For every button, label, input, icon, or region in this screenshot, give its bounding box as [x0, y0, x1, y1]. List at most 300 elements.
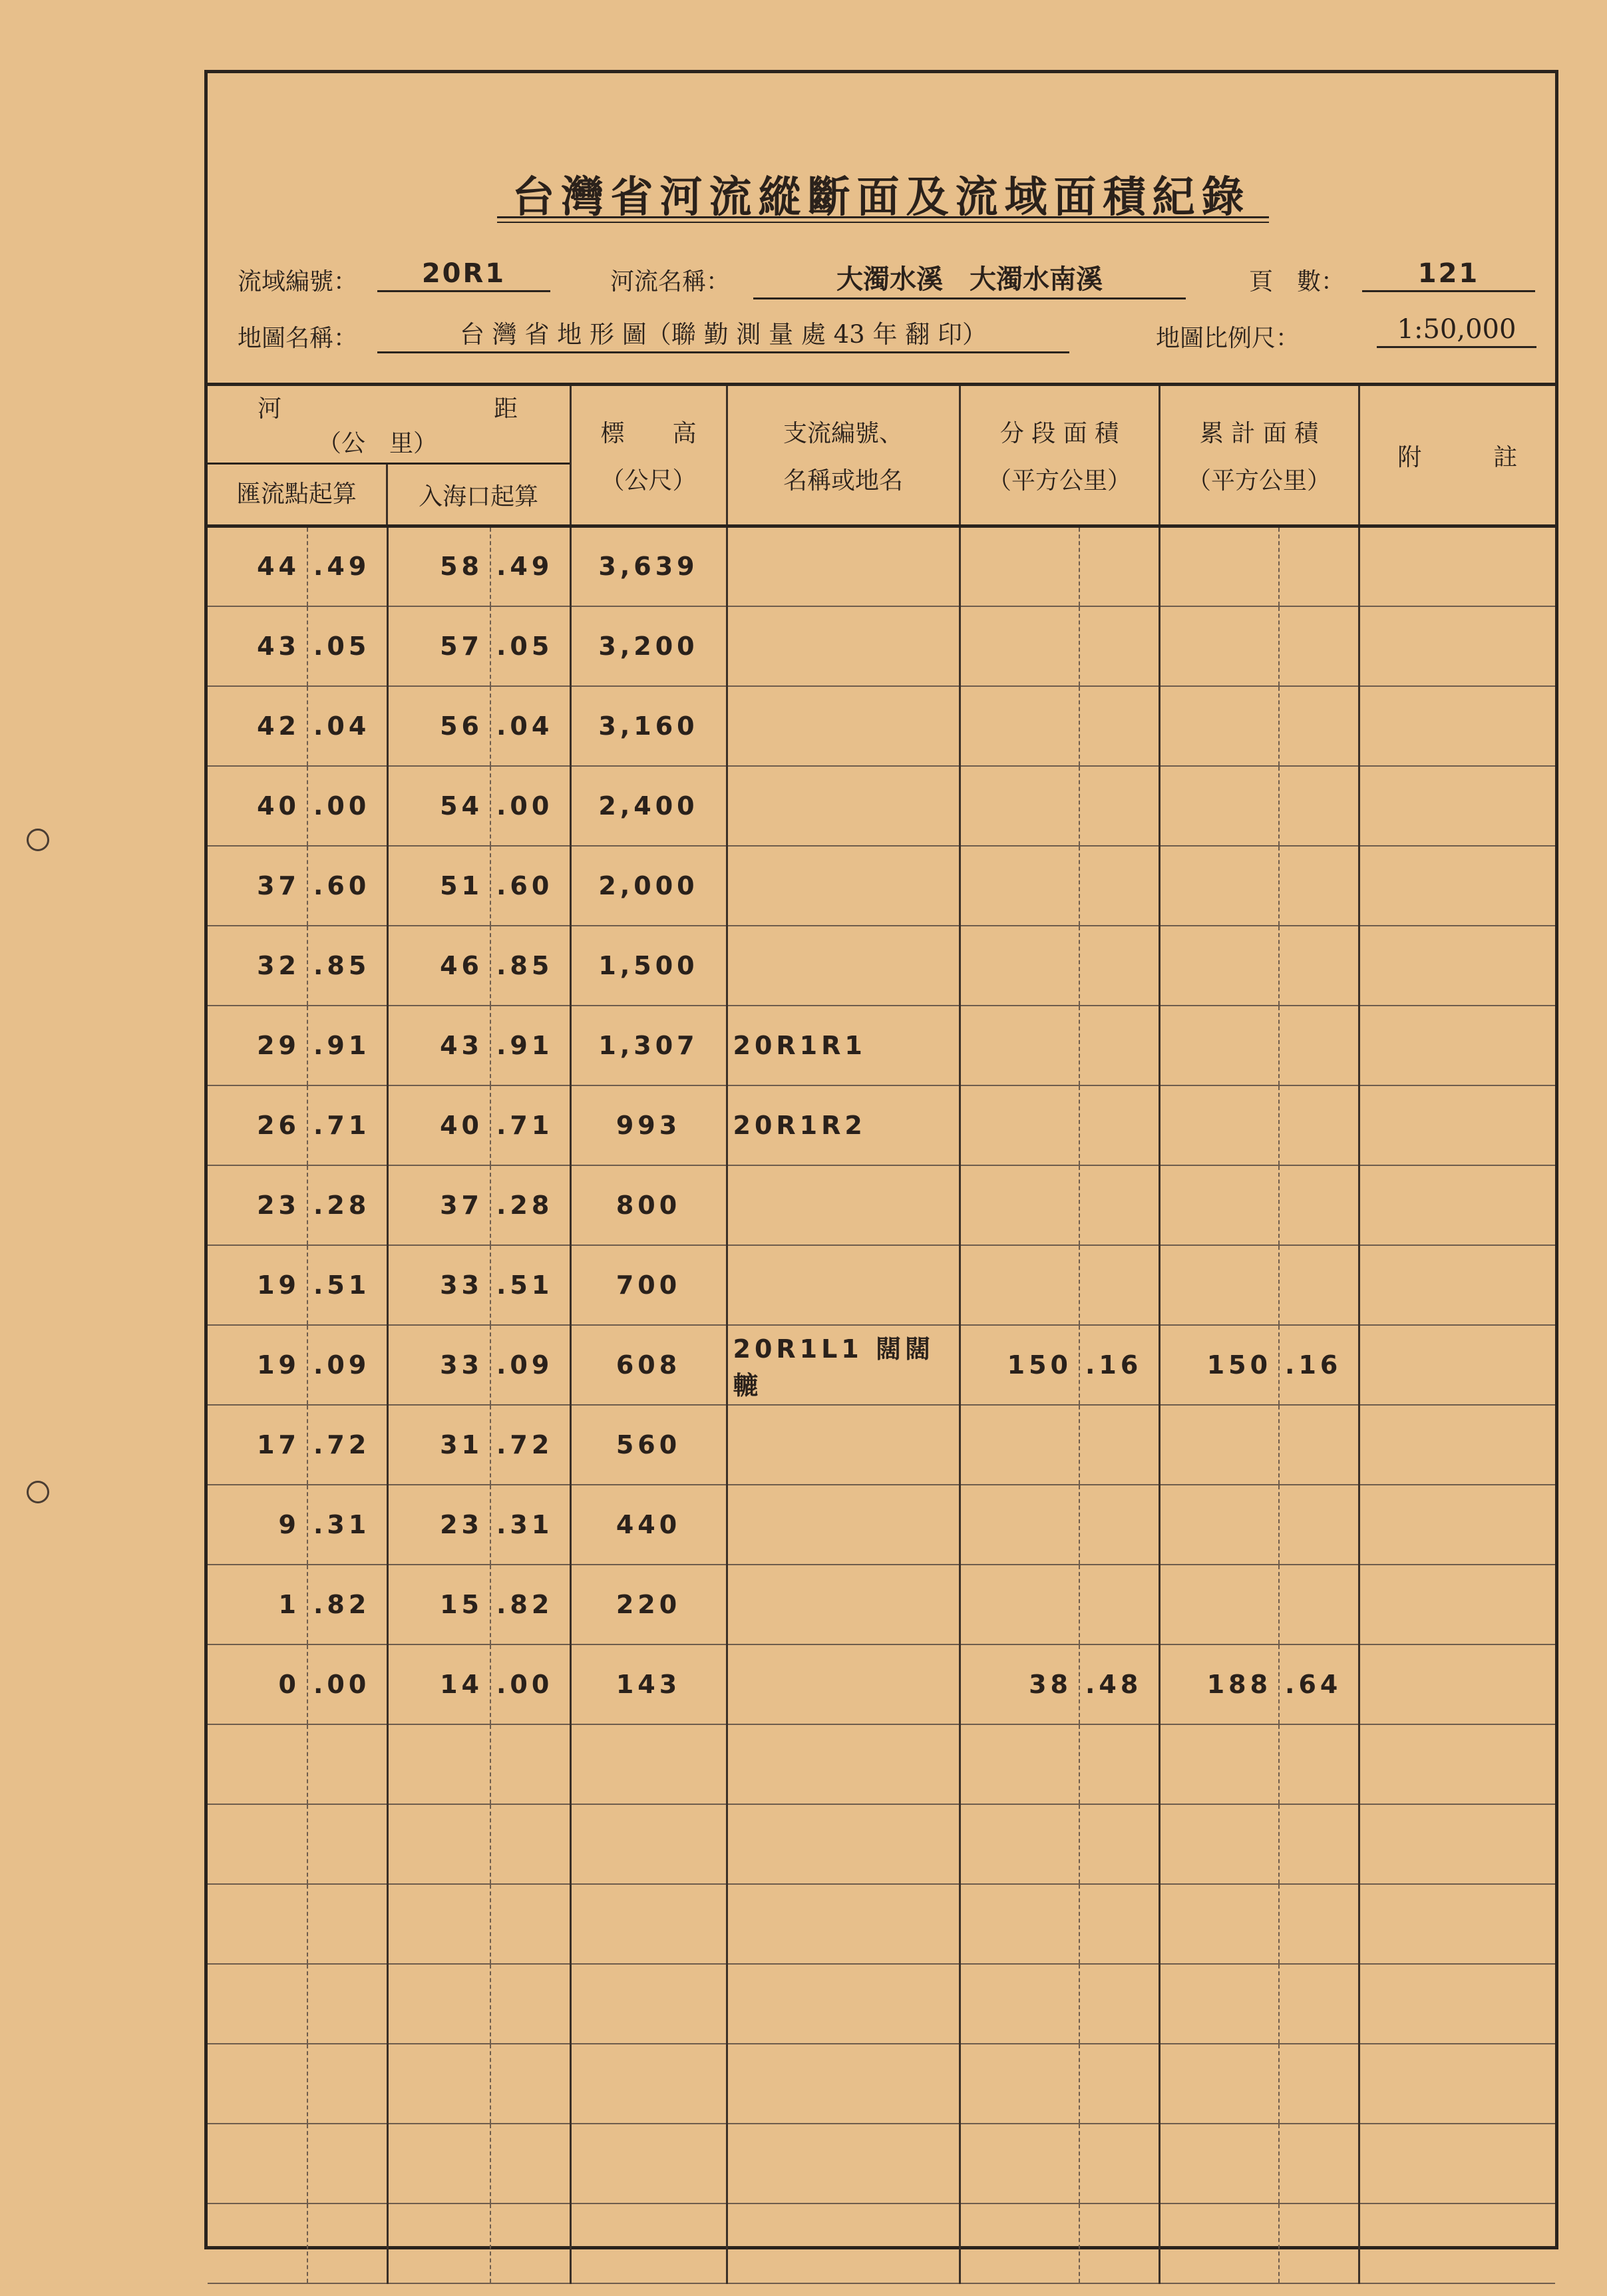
cell-remarks — [1359, 1565, 1555, 1644]
cell-remarks — [1359, 1964, 1555, 2044]
cell-elevation: 700 — [570, 1245, 727, 1325]
cell-segment-int — [960, 1085, 1079, 1165]
remarks-header — [1359, 385, 1555, 526]
cell-segment-dec — [1079, 1006, 1159, 1085]
cell-confluence-int: 43 — [208, 606, 307, 686]
cell-mouth-dec — [490, 2044, 570, 2124]
cell-mouth-int — [387, 2203, 490, 2283]
cell-confluence-int: 32 — [208, 926, 307, 1006]
table-row — [208, 2044, 1555, 2124]
cell-mouth-int — [387, 1964, 490, 2044]
scale-value: 1:50,000 — [1377, 314, 1536, 348]
distance-header-left: 河 — [258, 395, 282, 423]
cell-mouth-dec: .71 — [490, 1085, 570, 1165]
elevation-label: 標 高 — [600, 420, 697, 447]
cumulative-area-unit: （平方公里） — [1187, 467, 1332, 494]
cell-confluence-dec — [307, 2044, 387, 2124]
cell-elevation: 1,500 — [570, 926, 727, 1006]
cell-cumulative-int — [1159, 1964, 1279, 2044]
cell-confluence-int: 0 — [208, 1644, 307, 1724]
cell-remarks — [1359, 1884, 1555, 1964]
cell-elevation — [570, 1964, 727, 2044]
cell-confluence-int — [208, 1724, 307, 1804]
cell-segment-dec — [1079, 1884, 1159, 1964]
cell-mouth-int — [387, 1884, 490, 1964]
cell-mouth-dec: .85 — [490, 926, 570, 1006]
scale-label: 地圖比例尺： — [1156, 325, 1300, 352]
cell-mouth-dec: .72 — [490, 1405, 570, 1485]
cell-cumulative-int — [1159, 2044, 1279, 2124]
cell-confluence-int: 9 — [208, 1485, 307, 1565]
table-row — [208, 766, 1555, 846]
table-row — [208, 1165, 1555, 1245]
basin-no-label: 流域編號： — [238, 268, 358, 295]
punch-hole-top — [27, 829, 49, 851]
table-row — [208, 1485, 1555, 1565]
cell-cumulative-int — [1159, 1085, 1279, 1165]
cell-cumulative-int — [1159, 846, 1279, 926]
cell-cumulative-dec — [1279, 1485, 1359, 1565]
cell-tributary — [727, 1405, 960, 1485]
cell-segment-dec — [1079, 766, 1159, 846]
table-row — [208, 1325, 1555, 1405]
cell-elevation: 2,000 — [570, 846, 727, 926]
page-number: 121 — [1362, 258, 1535, 292]
cell-remarks — [1359, 1325, 1555, 1405]
table-row — [208, 606, 1555, 686]
cell-mouth-dec: .04 — [490, 686, 570, 766]
cell-segment-int — [960, 1006, 1079, 1085]
cell-mouth-int: 14 — [387, 1644, 490, 1724]
cell-confluence-dec: .00 — [307, 1644, 387, 1724]
cell-cumulative-int: 150 — [1159, 1325, 1279, 1405]
cell-elevation — [570, 1724, 727, 1804]
cell-segment-dec: .48 — [1079, 1644, 1159, 1724]
cell-tributary — [727, 686, 960, 766]
cell-cumulative-dec — [1279, 606, 1359, 686]
cell-confluence-dec: .85 — [307, 926, 387, 1006]
cell-remarks — [1359, 526, 1555, 606]
cell-segment-int — [960, 846, 1079, 926]
cell-segment-int — [960, 926, 1079, 1006]
cell-remarks — [1359, 766, 1555, 846]
cell-confluence-int: 40 — [208, 766, 307, 846]
cell-confluence-int: 19 — [208, 1325, 307, 1405]
cell-confluence-int: 26 — [208, 1085, 307, 1165]
page-title: 台灣省河流縱斷面及流域面積紀錄 — [512, 172, 1251, 222]
cell-mouth-int: 15 — [387, 1565, 490, 1644]
cell-mouth-dec — [490, 1964, 570, 2044]
cell-segment-int — [960, 1165, 1079, 1245]
cell-remarks — [1359, 1085, 1555, 1165]
cell-tributary — [727, 1804, 960, 1884]
cell-tributary — [727, 2044, 960, 2124]
cell-confluence-int: 19 — [208, 1245, 307, 1325]
cell-segment-int — [960, 1724, 1079, 1804]
cell-segment-dec — [1079, 686, 1159, 766]
cell-tributary — [727, 1485, 960, 1565]
cell-segment-dec — [1079, 1565, 1159, 1644]
cell-confluence-dec: .60 — [307, 846, 387, 926]
cell-mouth-int: 37 — [387, 1165, 490, 1245]
map-name-label: 地圖名稱： — [238, 325, 358, 352]
record-table — [208, 383, 1555, 2284]
cell-cumulative-dec — [1279, 1724, 1359, 1804]
cell-segment-int — [960, 2044, 1079, 2124]
cell-confluence-dec: .49 — [307, 526, 387, 606]
cell-segment-int — [960, 2124, 1079, 2203]
cell-cumulative-int — [1159, 1165, 1279, 1245]
cell-cumulative-dec — [1279, 2203, 1359, 2283]
distance-unit: （公 里） — [317, 430, 438, 457]
cell-elevation: 1,307 — [570, 1006, 727, 1085]
cell-segment-int — [960, 526, 1079, 606]
cell-mouth-dec: .82 — [490, 1565, 570, 1644]
elevation-header — [570, 385, 727, 526]
cell-cumulative-int — [1159, 1804, 1279, 1884]
cell-confluence-dec — [307, 2124, 387, 2203]
cell-cumulative-dec — [1279, 1085, 1359, 1165]
cell-elevation: 3,639 — [570, 526, 727, 606]
table-row — [208, 2124, 1555, 2203]
table-row — [208, 1405, 1555, 1485]
cell-segment-int — [960, 1565, 1079, 1644]
cell-confluence-int: 17 — [208, 1405, 307, 1485]
cell-cumulative-int — [1159, 1245, 1279, 1325]
cell-confluence-int: 29 — [208, 1006, 307, 1085]
table-row — [208, 1884, 1555, 1964]
cell-segment-dec — [1079, 2124, 1159, 2203]
cell-elevation: 3,200 — [570, 606, 727, 686]
cell-remarks — [1359, 1006, 1555, 1085]
cell-elevation — [570, 1884, 727, 1964]
cell-mouth-int: 33 — [387, 1245, 490, 1325]
cell-segment-dec — [1079, 1165, 1159, 1245]
cell-confluence-int — [208, 2124, 307, 2203]
cell-confluence-int: 1 — [208, 1565, 307, 1644]
cell-tributary — [727, 766, 960, 846]
cell-mouth-int — [387, 2124, 490, 2203]
table-row — [208, 686, 1555, 766]
cell-mouth-int: 57 — [387, 606, 490, 686]
cell-mouth-int: 51 — [387, 846, 490, 926]
cell-cumulative-dec — [1279, 926, 1359, 1006]
tributary-label-2: 名稱或地名 — [783, 467, 903, 494]
cell-tributary — [727, 2203, 960, 2283]
cell-mouth-dec: .00 — [490, 1644, 570, 1724]
table-row — [208, 1644, 1555, 1724]
cell-mouth-dec — [490, 2203, 570, 2283]
table-row — [208, 1006, 1555, 1085]
cell-remarks — [1359, 1165, 1555, 1245]
cell-cumulative-dec — [1279, 1006, 1359, 1085]
title-underline — [497, 216, 1269, 218]
cell-segment-int — [960, 2203, 1079, 2283]
cell-cumulative-dec — [1279, 1405, 1359, 1485]
cell-tributary — [727, 1165, 960, 1245]
cell-cumulative-dec: .16 — [1279, 1325, 1359, 1405]
cell-cumulative-dec — [1279, 2124, 1359, 2203]
cell-segment-int — [960, 1405, 1079, 1485]
cell-segment-dec — [1079, 2203, 1159, 2283]
cell-mouth-dec — [490, 2124, 570, 2203]
cell-cumulative-dec — [1279, 526, 1359, 606]
cell-elevation: 993 — [570, 1085, 727, 1165]
cell-confluence-dec: .91 — [307, 1006, 387, 1085]
cell-elevation: 560 — [570, 1405, 727, 1485]
cell-mouth-dec — [490, 1804, 570, 1884]
cell-segment-dec — [1079, 926, 1159, 1006]
cumulative-area-header — [1159, 385, 1359, 526]
table-row — [208, 1565, 1555, 1644]
river-name-label: 河流名稱： — [610, 268, 731, 295]
tributary-header — [727, 385, 960, 526]
cell-segment-int: 150 — [960, 1325, 1079, 1405]
basin-no-value: 20R1 — [377, 258, 550, 292]
cell-elevation — [570, 1804, 727, 1884]
cell-confluence-dec — [307, 1964, 387, 2044]
cell-cumulative-int — [1159, 1565, 1279, 1644]
cell-segment-dec — [1079, 846, 1159, 926]
cell-tributary — [727, 926, 960, 1006]
cell-tributary — [727, 1724, 960, 1804]
cell-confluence-dec: .05 — [307, 606, 387, 686]
cell-cumulative-dec — [1279, 686, 1359, 766]
cell-cumulative-int — [1159, 1884, 1279, 1964]
cell-cumulative-dec — [1279, 846, 1359, 926]
cell-cumulative-dec — [1279, 1804, 1359, 1884]
cell-elevation: 3,160 — [570, 686, 727, 766]
cell-cumulative-int — [1159, 1006, 1279, 1085]
cell-confluence-int — [208, 1804, 307, 1884]
cell-confluence-int — [208, 2044, 307, 2124]
cell-segment-dec — [1079, 1724, 1159, 1804]
from-mouth-header: 入海口起算 — [419, 482, 539, 510]
cell-confluence-dec: .00 — [307, 766, 387, 846]
cell-confluence-dec — [307, 1884, 387, 1964]
cell-remarks — [1359, 1405, 1555, 1485]
cell-segment-int — [960, 1245, 1079, 1325]
cell-confluence-int — [208, 1884, 307, 1964]
cell-mouth-dec: .09 — [490, 1325, 570, 1405]
cell-segment-int — [960, 1884, 1079, 1964]
cell-segment-dec — [1079, 606, 1159, 686]
cell-segment-int — [960, 686, 1079, 766]
cell-mouth-dec: .28 — [490, 1165, 570, 1245]
segment-area-label: 分 段 面 積 — [999, 420, 1119, 447]
table-row — [208, 1964, 1555, 2044]
cell-tributary — [727, 1245, 960, 1325]
cell-elevation: 2,400 — [570, 766, 727, 846]
distance-header-right: 距 — [494, 395, 518, 423]
cell-mouth-dec: .00 — [490, 766, 570, 846]
table-row — [208, 1245, 1555, 1325]
cell-elevation: 143 — [570, 1644, 727, 1724]
remarks-label: 附 註 — [1397, 443, 1518, 471]
cell-mouth-int — [387, 2044, 490, 2124]
title-underline-2 — [497, 222, 1269, 223]
cell-cumulative-dec — [1279, 766, 1359, 846]
cell-segment-dec — [1079, 1485, 1159, 1565]
cumulative-area-label: 累 計 面 積 — [1199, 420, 1319, 447]
cell-remarks — [1359, 2044, 1555, 2124]
cell-cumulative-int — [1159, 1724, 1279, 1804]
cell-mouth-int: 58 — [387, 526, 490, 606]
segment-area-header — [960, 385, 1159, 526]
cell-elevation: 608 — [570, 1325, 727, 1405]
segment-area-unit: （平方公里） — [987, 467, 1132, 494]
cell-cumulative-dec: .64 — [1279, 1644, 1359, 1724]
form-frame — [204, 70, 1558, 2249]
cell-cumulative-dec — [1279, 1884, 1359, 1964]
cell-segment-int — [960, 1804, 1079, 1884]
cell-mouth-dec: .05 — [490, 606, 570, 686]
cell-mouth-int: 56 — [387, 686, 490, 766]
cell-mouth-dec: .60 — [490, 846, 570, 926]
cell-segment-int — [960, 606, 1079, 686]
cell-confluence-dec: .31 — [307, 1485, 387, 1565]
cell-cumulative-int — [1159, 606, 1279, 686]
cell-remarks — [1359, 1644, 1555, 1724]
cell-remarks — [1359, 1804, 1555, 1884]
cell-segment-dec — [1079, 1085, 1159, 1165]
cell-confluence-dec: .28 — [307, 1165, 387, 1245]
cell-segment-dec — [1079, 1245, 1159, 1325]
distance-header — [208, 385, 570, 526]
cell-confluence-dec — [307, 1804, 387, 1884]
cell-mouth-int: 46 — [387, 926, 490, 1006]
cell-mouth-dec: .51 — [490, 1245, 570, 1325]
cell-cumulative-int — [1159, 2203, 1279, 2283]
cell-confluence-dec — [307, 1724, 387, 1804]
cell-confluence-dec — [307, 2203, 387, 2283]
cell-mouth-int: 40 — [387, 1085, 490, 1165]
cell-tributary — [727, 2124, 960, 2203]
cell-tributary — [727, 1964, 960, 2044]
table-row — [208, 1085, 1555, 1165]
cell-segment-dec: .16 — [1079, 1325, 1159, 1405]
cell-cumulative-int — [1159, 526, 1279, 606]
cell-mouth-int — [387, 1724, 490, 1804]
tributary-label: 支流編號、 — [783, 420, 903, 447]
cell-tributary: 20R1L1 闊闊轆 — [727, 1325, 960, 1405]
cell-tributary — [727, 1565, 960, 1644]
cell-cumulative-dec — [1279, 1245, 1359, 1325]
cell-remarks — [1359, 606, 1555, 686]
cell-tributary — [727, 1884, 960, 1964]
cell-mouth-int: 33 — [387, 1325, 490, 1405]
cell-elevation — [570, 2124, 727, 2203]
cell-tributary — [727, 846, 960, 926]
cell-mouth-dec: .91 — [490, 1006, 570, 1085]
cell-segment-int: 38 — [960, 1644, 1079, 1724]
cell-mouth-dec — [490, 1884, 570, 1964]
cell-mouth-int — [387, 1804, 490, 1884]
table-row — [208, 1804, 1555, 1884]
elevation-unit: （公尺） — [600, 467, 697, 494]
cell-mouth-dec: .49 — [490, 526, 570, 606]
cell-mouth-int: 23 — [387, 1485, 490, 1565]
table-row — [208, 926, 1555, 1006]
cell-remarks — [1359, 2203, 1555, 2283]
cell-mouth-dec — [490, 1724, 570, 1804]
cell-elevation — [570, 2203, 727, 2283]
cell-confluence-dec: .71 — [307, 1085, 387, 1165]
cell-remarks — [1359, 1724, 1555, 1804]
cell-remarks — [1359, 2124, 1555, 2203]
cell-elevation: 800 — [570, 1165, 727, 1245]
cell-remarks — [1359, 686, 1555, 766]
cell-confluence-int: 37 — [208, 846, 307, 926]
cell-mouth-int: 54 — [387, 766, 490, 846]
from-confluence-header: 匯流點起算 — [208, 465, 388, 524]
cell-cumulative-int — [1159, 766, 1279, 846]
cell-cumulative-int — [1159, 1405, 1279, 1485]
table-row — [208, 846, 1555, 926]
cell-tributary — [727, 606, 960, 686]
cell-segment-int — [960, 1485, 1079, 1565]
cell-remarks — [1359, 1245, 1555, 1325]
cell-segment-dec — [1079, 526, 1159, 606]
cell-tributary — [727, 1644, 960, 1724]
cell-cumulative-dec — [1279, 1165, 1359, 1245]
cell-elevation — [570, 2044, 727, 2124]
cell-cumulative-dec — [1279, 1964, 1359, 2044]
cell-mouth-dec: .31 — [490, 1485, 570, 1565]
cell-segment-dec — [1079, 1804, 1159, 1884]
cell-confluence-dec: .04 — [307, 686, 387, 766]
cell-cumulative-int — [1159, 926, 1279, 1006]
cell-segment-dec — [1079, 1964, 1159, 2044]
punch-hole-bottom — [27, 1481, 49, 1503]
table-row — [208, 2203, 1555, 2283]
cell-cumulative-int — [1159, 2124, 1279, 2203]
cell-tributary: 20R1R1 — [727, 1006, 960, 1085]
cell-confluence-dec: .82 — [307, 1565, 387, 1644]
cell-confluence-dec: .51 — [307, 1245, 387, 1325]
cell-confluence-dec: .72 — [307, 1405, 387, 1485]
cell-segment-dec — [1079, 1405, 1159, 1485]
cell-cumulative-dec — [1279, 1565, 1359, 1644]
map-name-value: 台 灣 省 地 形 圖（聯 勤 測 量 處 43 年 翻 印） — [377, 314, 1069, 353]
cell-remarks — [1359, 1485, 1555, 1565]
cell-tributary — [727, 526, 960, 606]
table-row — [208, 526, 1555, 606]
cell-remarks — [1359, 846, 1555, 926]
cell-segment-int — [960, 1964, 1079, 2044]
cell-confluence-int — [208, 1964, 307, 2044]
cell-cumulative-int: 188 — [1159, 1644, 1279, 1724]
cell-mouth-int: 31 — [387, 1405, 490, 1485]
table-row — [208, 1724, 1555, 1804]
cell-cumulative-int — [1159, 686, 1279, 766]
cell-remarks — [1359, 926, 1555, 1006]
cell-elevation: 220 — [570, 1565, 727, 1644]
cell-cumulative-int — [1159, 1485, 1279, 1565]
cell-confluence-int — [208, 2203, 307, 2283]
cell-confluence-int: 44 — [208, 526, 307, 606]
cell-cumulative-dec — [1279, 2044, 1359, 2124]
cell-confluence-int: 23 — [208, 1165, 307, 1245]
cell-segment-int — [960, 766, 1079, 846]
page-label: 頁 數： — [1249, 268, 1345, 295]
cell-tributary: 20R1R2 — [727, 1085, 960, 1165]
cell-segment-dec — [1079, 2044, 1159, 2124]
cell-confluence-dec: .09 — [307, 1325, 387, 1405]
river-name-value: 大濁水溪 大濁水南溪 — [753, 258, 1186, 299]
cell-mouth-int: 43 — [387, 1006, 490, 1085]
cell-confluence-int: 42 — [208, 686, 307, 766]
